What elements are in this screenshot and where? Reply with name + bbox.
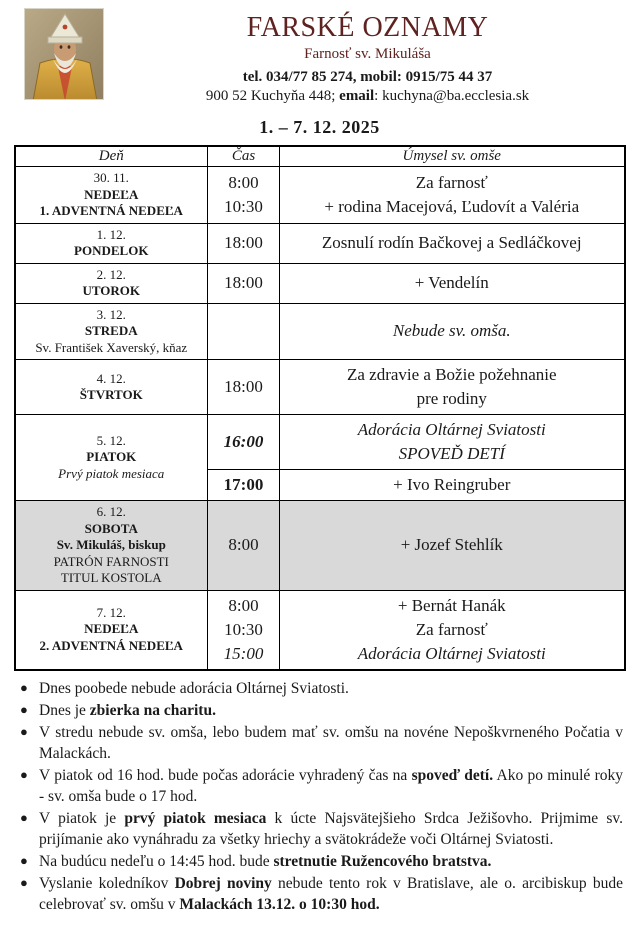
intention-cell — [280, 223, 625, 263]
day-line: Sv. Mikuláš, biskup — [56, 537, 166, 552]
announcement-text: nebude tento rok v Bratislave, ale o. arcibiskup bude celebrovať sv. omšu v — [39, 874, 623, 913]
day-line: 30. 11. — [93, 170, 129, 185]
intention-line: Za zdravie a Božie požehnanie — [346, 365, 557, 384]
column-header-time: Čas — [208, 146, 280, 167]
intention-line: Nebude sv. omša. — [392, 321, 511, 341]
day-line: ŠTVRTOK — [79, 387, 143, 402]
time-value: 8:00 — [228, 595, 259, 615]
announcement-item — [20, 765, 623, 807]
mass-schedule-table — [14, 145, 626, 671]
intention-cell — [280, 360, 625, 415]
time-cell — [208, 501, 280, 591]
announcement-item — [20, 678, 623, 699]
bullet-icon: ● — [20, 766, 28, 782]
day-cell — [15, 501, 208, 591]
intention-line: Za farnosť — [415, 172, 488, 192]
day-line: PATRÓN FARNOSTI — [53, 553, 169, 569]
announcement-text: Dnes je — [39, 701, 90, 719]
time-value: 10:30 — [224, 196, 263, 216]
announcement-text: V stredu nebude sv. omša, lebo budem mať sv. omšu na novéne Nepoškvrneného Počatia v Malackách. — [39, 723, 623, 762]
intention-cell — [280, 501, 625, 591]
announcement-item — [20, 851, 623, 872]
day-cell — [15, 263, 208, 303]
header-text-block — [104, 8, 631, 106]
intention-line: Zosnulí rodín Bačkovej a Sedláčkovej — [321, 233, 582, 252]
day-line: STREDA — [84, 323, 138, 338]
day-line: TITUL KOSTOLA — [60, 570, 162, 585]
bullet-icon: ● — [20, 852, 28, 868]
bullet-icon: ● — [20, 723, 28, 739]
time-cell — [208, 470, 280, 501]
time-cell — [208, 303, 280, 360]
announcement-item — [20, 722, 623, 764]
schedule-row — [15, 415, 625, 470]
announcement-text: k úcte Najsvätejšieho Srdca Ježišovho. Prijmime sv. prijímanie ako vynáhradu za všetky hriechy a svätokrádeže voči Oltárnej Sviatosti. — [39, 809, 623, 848]
time-cell — [208, 167, 280, 224]
announcement-item — [20, 700, 623, 721]
day-cell — [15, 590, 208, 670]
time-value: 15:00 — [223, 643, 264, 663]
schedule-row — [15, 360, 625, 415]
announcement-item — [20, 873, 623, 915]
schedule-row — [15, 263, 625, 303]
column-header-day: Deň — [15, 146, 208, 167]
column-header-intention: Úmysel sv. omše — [280, 146, 625, 167]
day-line: 3. 12. — [96, 306, 126, 322]
address-text: 900 52 Kuchyňa 448; — [205, 88, 340, 104]
intention-line: + Vendelín — [414, 273, 489, 292]
announcement-text: Vyslanie koledníkov — [39, 874, 175, 892]
intention-cell — [280, 263, 625, 303]
announcement-text: Dnes poobede nebude adorácia Oltárnej Sviatosti. — [39, 679, 349, 697]
intention-line: + Ivo Reingruber — [393, 475, 511, 494]
intention-line: Za farnosť — [415, 619, 488, 639]
intention-line: + Bernát Hanák — [397, 595, 506, 615]
time-value: 18:00 — [224, 273, 263, 292]
intention-line: SPOVEĎ DETÍ — [398, 444, 505, 463]
time-cell — [208, 360, 280, 415]
schedule-row — [15, 501, 625, 591]
time-value: 18:00 — [224, 377, 263, 396]
announcement-text: V piatok je — [39, 809, 125, 827]
bullet-icon: ● — [20, 679, 28, 695]
intention-line: Adorácia Oltárnej Sviatosti — [357, 643, 546, 663]
email-address: : kuchyna@ba.ecclesia.sk — [374, 88, 530, 104]
day-line: NEDEĽA — [84, 621, 139, 637]
week-date-range: 1. – 7. 12. 2025 — [259, 117, 380, 137]
intention-cell — [280, 167, 625, 224]
day-line: 1. 12. — [96, 226, 126, 242]
intention-line: + rodina Macejová, Ľudovít a Valéria — [324, 196, 580, 216]
header — [0, 0, 639, 108]
bullet-icon: ● — [20, 809, 28, 825]
day-cell — [15, 223, 208, 263]
announcements-list — [0, 678, 639, 915]
day-cell — [15, 360, 208, 415]
contact-address-email-line — [104, 87, 631, 106]
intention-cell — [280, 303, 625, 360]
email-label: email — [339, 88, 375, 104]
intention-line: pre rodiny — [416, 389, 487, 408]
intention-cell — [280, 415, 625, 470]
announcement-text: zbierka na charitu. — [89, 701, 216, 719]
schedule-row — [15, 303, 625, 360]
time-value: 17:00 — [223, 475, 264, 494]
day-line: 2. ADVENTNÁ NEDEĽA — [39, 637, 183, 653]
time-value: 18:00 — [224, 233, 263, 252]
announcement-text: prvý piatok mesiaca — [124, 809, 267, 827]
day-line: PONDELOK — [74, 243, 149, 258]
saint-nicholas-painting-icon — [24, 8, 104, 100]
day-line: 7. 12. — [96, 604, 126, 620]
saint-nicholas-art — [25, 9, 104, 100]
time-cell — [208, 415, 280, 470]
day-line: 1. ADVENTNÁ NEDEĽA — [39, 203, 183, 218]
announcement-text: stretnutie Ružencového bratstva. — [273, 852, 492, 870]
intention-line: Adorácia Oltárnej Sviatosti — [357, 420, 546, 439]
parish-name: Farnosť sv. Mikuláša — [304, 46, 431, 62]
page-title: FARSKÉ OZNAMY — [246, 12, 489, 43]
day-line: Prvý piatok mesiaca — [58, 465, 165, 481]
contact-phone-line: tel. 034/77 85 274, mobil: 0915/75 44 37 — [242, 69, 493, 85]
schedule-row — [15, 590, 625, 670]
announcement-text: Malackách 13.12. o 10:30 hod. — [179, 895, 380, 913]
time-value: 8:00 — [228, 535, 259, 555]
announcement-text: spoveď detí. — [411, 766, 494, 784]
day-line: PIATOK — [86, 449, 137, 465]
day-line: 5. 12. — [96, 432, 126, 448]
day-line: Sv. František Xaverský, kňaz — [35, 339, 188, 355]
day-line: UTOROK — [82, 283, 141, 298]
time-value: 16:00 — [223, 432, 264, 451]
intention-line: + Jozef Stehlík — [400, 535, 503, 555]
time-value: 8:00 — [228, 172, 259, 192]
time-value: 10:30 — [224, 619, 263, 639]
intention-cell — [280, 470, 625, 501]
schedule-row — [15, 167, 625, 224]
announcement-text: Na budúcu nedeľu o 14:45 hod. bude — [39, 852, 274, 870]
bullet-icon: ● — [20, 701, 28, 717]
day-line: SOBOTA — [84, 520, 138, 536]
announcement-text: V piatok od 16 hod. bude počas adorácie vyhradený čas na — [39, 766, 412, 784]
schedule-header-row — [15, 146, 625, 167]
time-cell — [208, 263, 280, 303]
announcement-item — [20, 808, 623, 850]
day-line: NEDEĽA — [84, 186, 139, 202]
day-cell — [15, 167, 208, 224]
announcement-text: Ako po minulé roky - sv. omša bude o 17 hod. — [39, 766, 623, 805]
time-cell — [208, 223, 280, 263]
day-cell — [15, 303, 208, 360]
time-cell — [208, 590, 280, 670]
day-line: 4. 12. — [96, 370, 126, 386]
bullet-icon: ● — [20, 874, 28, 890]
intention-cell — [280, 590, 625, 670]
announcement-text: Dobrej noviny — [174, 874, 272, 892]
day-cell — [15, 415, 208, 501]
day-line: 2. 12. — [96, 266, 126, 282]
day-line: 6. 12. — [96, 504, 126, 519]
schedule-row — [15, 223, 625, 263]
